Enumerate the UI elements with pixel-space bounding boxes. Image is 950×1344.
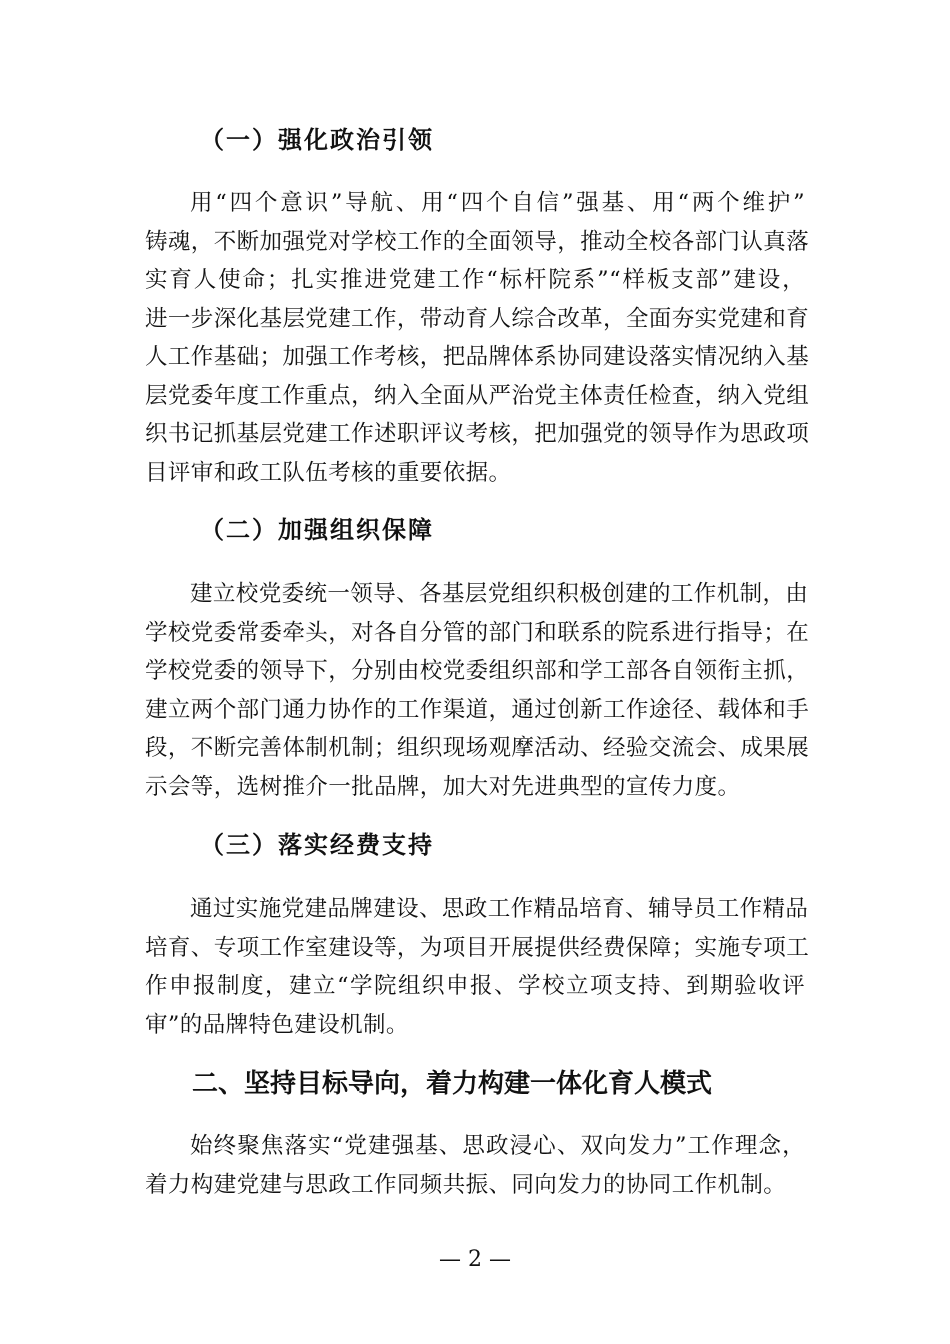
paragraph-line: 着力构建党建与思政工作同频共振、同向发力的协同工作机制。 (145, 1171, 787, 1198)
paragraph-line: 建立两个部门通力协作的工作渠道，通过创新工作途径、载体和手 (145, 696, 810, 723)
paragraph-line: 学校党委常委牵头，对各自分管的部门和联系的院系进行指导；在 (145, 619, 810, 646)
paragraph-goal-orientation (145, 1127, 805, 1204)
paragraph-line: 段，不断完善体制机制；组织现场观摩活动、经验交流会、成果展 (145, 735, 810, 761)
paragraph-line: 实育人使命；扎实推进党建工作“标杆院系”“样板支部”建设， (145, 267, 805, 293)
paragraph-organizational-support (145, 575, 810, 806)
paragraph-line: 始终聚焦落实“党建强基、思政浸心、双向发力”工作理念， (190, 1133, 805, 1159)
paragraph-line: 培育、专项工作室建设等，为项目开展提供经费保障；实施专项工 (145, 934, 810, 961)
paragraph-political-leadership (145, 184, 810, 492)
paragraph-line: 作申报制度，建立“学院组织申报、学校立项支持、到期验收评 (145, 973, 805, 999)
paragraph-line: 建立校党委统一领导、各基层党组织积极创建的工作机制，由 (190, 581, 809, 607)
section-heading: （一）强化政治引领 (200, 126, 434, 154)
paragraph-funding-support (145, 890, 810, 1044)
paragraph-line: 通过实施党建品牌建设、思政工作精品培育、辅导员工作精品 (190, 896, 809, 922)
paragraph-line: 学校党委的领导下，分别由校党委组织部和学工部各自领衔主抓， (145, 658, 810, 684)
paragraph-line: 进一步深化基层党建工作，带动育人综合改革，全面夯实党建和育 (145, 305, 810, 332)
paragraph-line: 铸魂，不断加强党对学校工作的全面领导，推动全校各部门认真落 (145, 228, 810, 255)
paragraph-line: 审”的品牌特色建设机制。 (145, 1011, 409, 1038)
paragraph-line: 用“四个意识”导航、用“四个自信”强基、用“两个维护” (190, 190, 805, 216)
paragraph-line: 人工作基础；加强工作考核，把品牌体系协同建设落实情况纳入基 (145, 344, 810, 370)
chapter-heading: 二、坚持目标导向，着力构建一体化育人模式 (192, 1069, 713, 1099)
section-heading: （二）加强组织保障 (200, 516, 434, 544)
page-number: — 2 — (439, 1247, 511, 1272)
paragraph-line: 示会等，选树推介一批品牌，加大对先进典型的宣传力度。 (145, 773, 741, 800)
paragraph-line: 目评审和政工队伍考核的重要依据。 (145, 459, 512, 486)
paragraph-line: 层党委年度工作重点，纳入全面从严治党主体责任检查，纳入党组 (145, 382, 810, 409)
paragraph-line: 织书记抓基层党建工作述职评议考核，把加强党的领导作为思政项 (145, 421, 810, 447)
section-heading: （三）落实经费支持 (200, 831, 434, 859)
